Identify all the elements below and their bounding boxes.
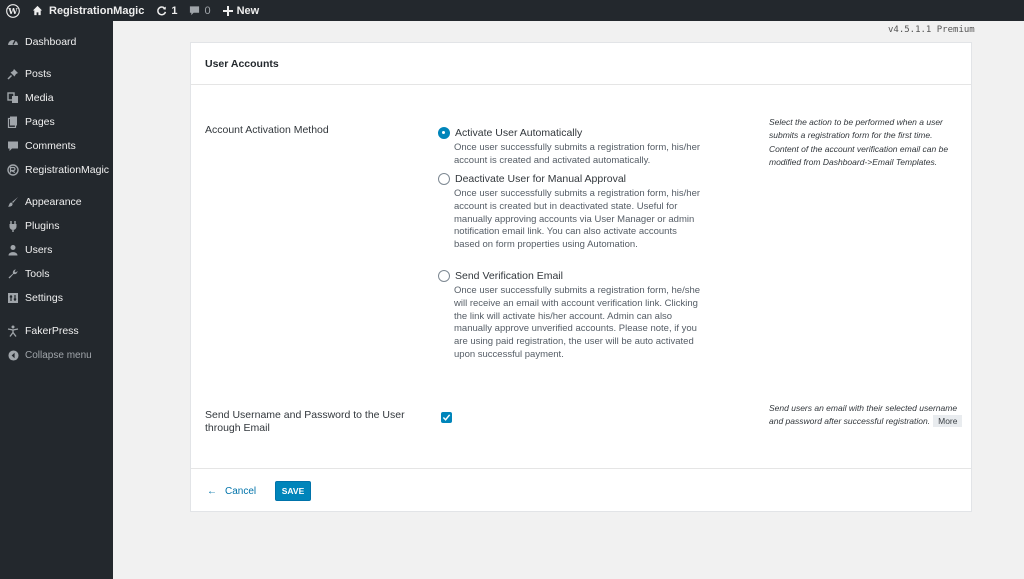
footer-divider (191, 468, 971, 469)
option-activate-automatically[interactable] (438, 127, 582, 139)
collapse-arrow-icon (7, 349, 19, 361)
site-name-link[interactable] (26, 0, 150, 21)
sidebar-item-label: Appearance (25, 196, 82, 208)
sidebar-item-label: Plugins (25, 220, 60, 232)
sidebar-item-label: FakerPress (25, 325, 79, 337)
send-credentials-help (769, 402, 964, 429)
sidebar-item-tools[interactable] (0, 263, 113, 285)
sidebar-item-users[interactable] (0, 239, 113, 261)
cancel-link[interactable] (207, 486, 256, 497)
admin-bar (0, 0, 1024, 21)
updates-icon (156, 5, 167, 16)
home-icon (32, 5, 43, 16)
send-credentials-help-text: Send users an email with their selected username and password after successful registration. (769, 403, 958, 427)
checkmark-icon (442, 413, 451, 422)
save-button[interactable]: SAVE (275, 481, 311, 501)
sidebar-item-label: Comments (25, 140, 76, 152)
manual-approval-radio[interactable] (438, 173, 450, 185)
sidebar-item-label: Posts (25, 68, 52, 80)
comments-link[interactable] (183, 0, 216, 21)
sidebar-item-plugins[interactable] (0, 215, 113, 237)
panel-title: User Accounts (205, 58, 279, 70)
media-icon (7, 92, 19, 104)
updates-count: 1 (171, 4, 178, 17)
manual-approval-label: Deactivate User for Manual Approval (455, 173, 626, 185)
verification-email-radio[interactable] (438, 270, 450, 282)
verification-email-label: Send Verification Email (455, 270, 563, 282)
sidebar-item-label: Pages (25, 116, 55, 128)
admin-sidebar (0, 21, 113, 579)
sidebar-item-label: Media (25, 92, 54, 104)
plugin-icon (7, 220, 19, 232)
sidebar-item-appearance[interactable] (0, 191, 113, 213)
plus-icon (223, 6, 233, 16)
account-activation-label: Account Activation Method (205, 124, 329, 136)
paintbrush-icon (7, 196, 19, 208)
option-manual-approval[interactable] (438, 173, 626, 185)
dashboard-icon (7, 36, 19, 48)
sidebar-item-label: Settings (25, 292, 63, 304)
wrench-icon (7, 268, 19, 280)
sidebar-item-registrationmagic[interactable] (0, 159, 113, 181)
sidebar-item-fakerpress[interactable] (0, 320, 113, 342)
manual-approval-desc: Once user successfully submits a registration form, his/her account is created but in deactivated state. Useful for manually approving accounts via User Manager or admin notification email link. You can also activate accounts based on form properties using Automation. (454, 188, 701, 251)
option-verification-email[interactable] (438, 270, 563, 282)
settings-icon (7, 292, 19, 304)
activation-help-text: Select the action to be performed when a user submits a registration form for the first time. Content of the account verification email can be modified from Dashboard->Email Templates. (769, 117, 949, 168)
cancel-label: Cancel (225, 486, 257, 497)
plugin-version: v4.5.1.1 Premium (888, 25, 975, 35)
sidebar-item-label: Dashboard (25, 36, 77, 48)
sidebar-item-settings[interactable] (0, 287, 113, 309)
wordpress-logo-icon[interactable] (2, 0, 26, 21)
sidebar-item-label: RegistrationMagic (25, 164, 110, 176)
sidebar-item-posts[interactable] (0, 63, 113, 85)
comments-count: 0 (204, 4, 211, 17)
updates-link[interactable] (150, 0, 183, 21)
sidebar-item-pages[interactable] (0, 111, 113, 133)
user-accounts-panel (190, 42, 972, 512)
activate-automatically-label: Activate User Automatically (455, 127, 583, 139)
more-link[interactable]: More (933, 415, 962, 427)
svg-text:W: W (8, 5, 18, 16)
pages-icon (7, 116, 19, 128)
new-label: New (236, 4, 260, 17)
comments-icon (7, 140, 19, 152)
registrationmagic-icon (7, 164, 19, 176)
header-divider (191, 84, 971, 85)
left-arrow-icon: ← (207, 486, 217, 497)
sidebar-item-comments[interactable] (0, 135, 113, 157)
sidebar-item-label: Users (25, 244, 53, 256)
verification-email-desc: Once user successfully submits a registration form, he/she will receive an email with account verification link. Clicking the link will activate his/her account. Admin can also manually approve unverified accounts. Please note, if you are using paid registration, the user will be auto activated upon successful payment. (454, 285, 701, 360)
new-content-link[interactable] (217, 0, 266, 21)
site-name: RegistrationMagic (49, 4, 145, 17)
comment-bubble-icon (189, 5, 200, 16)
activate-automatically-desc: Once user successfully submits a registration form, his/her account is created and activated automatically. (454, 142, 701, 166)
send-credentials-label: Send Username and Password to the User through Email (205, 409, 405, 434)
pin-icon (7, 68, 19, 80)
collapse-menu-label: Collapse menu (25, 349, 92, 361)
fakerpress-icon (7, 325, 19, 337)
activate-automatically-radio[interactable] (438, 127, 450, 139)
sidebar-item-media[interactable] (0, 87, 113, 109)
collapse-menu-button[interactable] (0, 344, 113, 366)
send-credentials-checkbox[interactable] (441, 412, 452, 423)
sidebar-item-label: Tools (25, 268, 50, 280)
sidebar-item-dashboard[interactable] (0, 31, 113, 53)
users-icon (7, 244, 19, 256)
